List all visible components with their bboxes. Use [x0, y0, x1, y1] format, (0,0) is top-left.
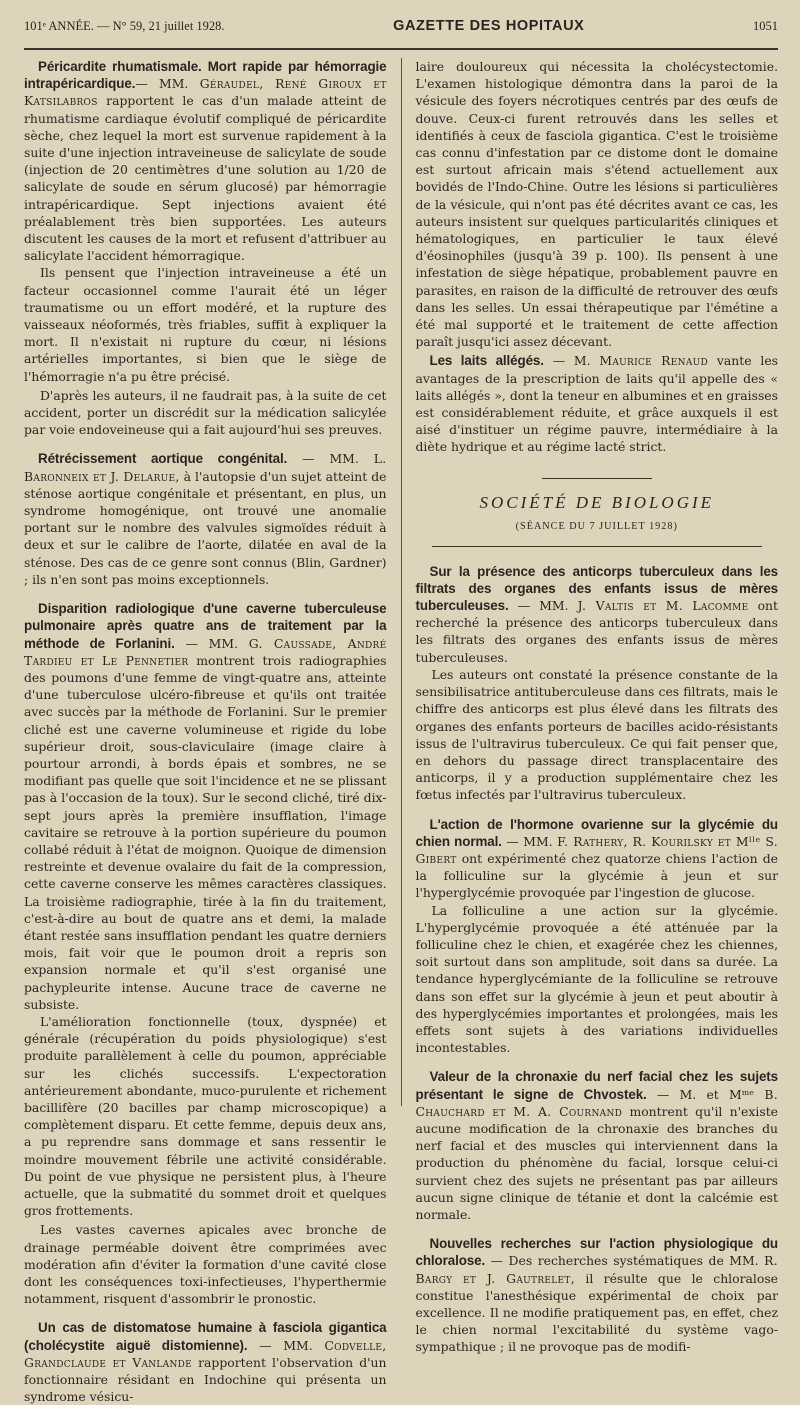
page-number: 1051 — [752, 19, 778, 33]
article-text: rapportent l'observation d'un fonctionnaire résidant en Indochine qui présenta un syndrome vésicu- — [24, 1354, 387, 1405]
article-item — [416, 352, 779, 455]
article-intro: — MM. — [508, 598, 578, 614]
article-item — [416, 816, 779, 1057]
article-text: ont recherché la présence des anticorps tuberculeux dans les filtrats des organes des enfants issus de mères tuberculeuses. — [415, 598, 779, 665]
article-item — [24, 450, 387, 588]
article-authors: F. Rathery, R. Kourilsky et Mˡˡᵉ S. Gibert — [415, 833, 779, 866]
article-item — [24, 58, 387, 438]
session-rule — [432, 546, 762, 547]
article-text: montrent qu'il n'existe aucune modification de la chronaxie des branches du nerf facial et des muscles qui interviennent dans la production du phénomène du facial, lorsque celui-ci survient chez des sujets ne présentant pas par ailleurs aucun signe clinique de tétanie et dont la calcémie est normale. — [415, 1103, 779, 1222]
session-date: (SÉANCE DU 7 JUILLET 1928) — [515, 520, 678, 532]
article-title: Péricardite rhumatismale. Mort rapide par hémorragie intrapéricardique. — [24, 59, 387, 92]
article-paragraph: L'amélioration fonctionnelle (toux, dyspnée) et générale (récupération du poids physiologique) s'est produite parallèlement à celle du poumon, appréciable sur les clichés successifs. L'expectoration antérieurement abondante, muco-purulente et richement bacillifère (20 bacilles par champ microscopique) a complètement disparu. Et cette femme, depuis deux ans, a pu reprendre sans dommage et sans ressentir le moindre mouvement fébrile une activité considérable. Du point de vue physique ne persistent plus, à l'heure actuelle, que la submatité du sommet droit et quelques gros frottements. — [24, 1013, 387, 1219]
article-item — [416, 1235, 779, 1355]
article-item — [24, 1319, 387, 1405]
article-authors: J. Valtis et M. Lacomme — [577, 598, 749, 614]
header-rule — [24, 48, 778, 50]
article-authors: Codvelle, Grandclaude et Vanlande — [24, 1337, 387, 1370]
article-text: ont expérimenté chez quatorze chiens l'action de la folliculine sur la glycémie à jeun et sur l'hyperglycémie provoquée par l'ingestion de glucose. — [415, 850, 779, 901]
article-text: à l'autopsie d'un sujet atteint de sténose aortique congénitale et présentant, en plus, un syndrome homogénique, ont trouvé une anomalie portant sur le nombre des valvules sigmoïdes réduit à deux et sur le calibre de l'aorte, dilatée en aval de la sténose. Des cas de ce genre sont connus (Blin, Gardner) ; ils n'en sont pas moins exceptionnels. — [24, 468, 387, 587]
article-title: Un cas de distomatose humaine à fasciola gigantica (cholécystite aiguë distomienne). — [24, 1320, 387, 1353]
article-item — [24, 600, 387, 1307]
article-intro: — MM. — [135, 76, 200, 92]
article-lead-paragraph — [416, 1068, 779, 1223]
article-authors: Maurice Renaud — [599, 353, 709, 369]
article-title: Rétrécissement aortique congénital. — [38, 451, 288, 467]
article-title: Nouvelles recherches sur l'action physiologique du chloralose. — [415, 1236, 779, 1269]
article-lead-paragraph — [24, 450, 387, 588]
article-intro: — MM. — [174, 635, 249, 651]
article-paragraph: Les vastes cavernes apicales avec bronche de drainage perméable doivent être comprimées avec modération afin d'éviter la formation d'une cavité close dont les conséquences toxi-infectieuses, l'hyperthermie notamment, risquent d'assombrir le pronostic. — [24, 1222, 387, 1307]
article-title: Valeur de la chronaxie du nerf facial chez les sujets présentant le signe de Chvostek. — [415, 1069, 779, 1102]
article-title: Les laits allégés. — [429, 353, 544, 369]
article-paragraph: D'après les auteurs, il ne faudrait pas, à la suite de cet accident, porter un discrédit sur la médication salicylée par voie endoveineuse qui a fait aujourd'hui ses preuves. — [24, 387, 387, 438]
article-intro: — M. — [543, 353, 600, 369]
article-authors: B. Chauchard et M. A. Cournand — [415, 1086, 779, 1119]
society-section-heading — [416, 478, 779, 547]
masthead-title: GAZETTE DES HOPITAUX — [393, 18, 585, 34]
issue-info: 101ᵉ ANNÉE. — N° 59, 21 juillet 1928. — [24, 19, 225, 33]
article-intro: — MM. — [247, 1337, 325, 1353]
article-authors: G. Caussade, André Tardieu et Le Pennetier — [24, 635, 387, 668]
article-authors: Géraudel, René Giroux et Katsilabros — [24, 76, 387, 109]
right-items-after — [416, 563, 779, 1356]
article-text: vante les avantages de la prescription de laits qu'il appelle des « laits allégés », dont la teneur en albumines et en graisses est considérablement réduite, et grâce auxquels il est aisé d'instituer un régime pauvre, intermédiaire à la diète hydrique et au régime lacté strict. — [415, 353, 779, 455]
article-lead-paragraph — [416, 352, 779, 455]
society-title: SOCIÉTÉ DE BIOLOGIE — [479, 492, 715, 512]
article-paragraph: Ils pensent que l'injection intraveineuse a été un facteur occasionnel comme l'aurait été un léger traumatisme ou un effort modéré, et la rupture des vaisseaux néoformés, très friables, suffit à expliquer la mort. Il n'existait ni rupture du cœur, ni lésions artérielles importantes, si bien que le siège de l'hémorragie n'a pu être précisé. — [24, 265, 387, 384]
right-items-before — [416, 352, 779, 455]
article-intro: — MM. — [287, 451, 374, 467]
article-text: montrent trois radiographies des poumons d'une femme de vingt-quatre ans, atteinte d'une tuberculose ulcéro-fibreuse et qu'ils ont traitée avec succès par la méthode de Forlanini. Sur le premier cliché est une caverne volumineuse et rigide du lobe supérieur droit, sous-claviculaire (image claire à pourtour arrondi, à bords épais et sombres, ne se modifiant pas quelle que soit l'incidence et ne se plissant pas à l'occasion de la toux). Sur le second cliché, tiré dix-sept jours après la première insufflation, l'image cavitaire se retrouve à la portion supérieure du poumon collabé réduit à l'état de moignon. Quoique de dimension restreinte et devenue ovalaire du fait de la compression, cette caverne conserve les mêmes caractères classiques. La troisième radiographie, tirée à la fin du traitement, c'est-à-dire au bout de quatre ans et demi, la malade étant restée sans insufflation pendant les quatre derniers mois, fait voir que le poumon droit a repris son expansion normale et qu'il s'est organisé une pachypleurite intense. Aucune trace de caverne ne subsiste. — [24, 652, 387, 1012]
article-title: Disparition radiologique d'une caverne tuberculeuse pulmonaire après quatre ans de traitement par la méthode de Forlanini. — [24, 601, 387, 651]
article-authors: R. Bargy et J. Gautrelet, — [415, 1253, 779, 1286]
article-title: Sur la présence des anticorps tuberculeux dans les filtrats des organes des enfants issus de mères tuberculeuses. — [415, 563, 779, 614]
article-intro: — M. et Mᵐᵉ — [646, 1086, 765, 1102]
article-intro: — MM. — [501, 833, 558, 849]
article-intro: — Des recherches systématiques de MM. — [485, 1253, 765, 1269]
article-title: L'action de l'hormone ovarienne sur la glycémie du chien normal. — [415, 816, 779, 849]
right-column — [415, 58, 779, 1355]
article-lead-paragraph — [416, 563, 779, 666]
text-columns — [24, 58, 779, 1405]
article-text: rapportent le cas d'un malade atteint de rhumatisme cardiaque évolutif compliqué de péricardite sèche, chez lequel la mort est survenue rapidement à la suite d'une injection intraveineuse de salicylate de soude (injection de 20 centimètres d'une solution au 1/20 de salicylate de soude en sérum glucosé) par hémorragie intrapéricardique. Sept injections avaient été préalablement très bien supportées. Les auteurs discutent les causes de la mort et refusent d'attribuer au salicylate l'accident hémorragique. — [24, 93, 387, 264]
left-column — [24, 58, 387, 1405]
article-paragraph: Les auteurs ont constaté la présence constante de la sensibilisatrice antituberculeuse dans ces filtrats, mais le chiffre des anticorps est plus élevé dans les filtrats des organes des enfants porteurs de bacilles acido-résistants issus de l'ultravirus tuberculeux. Ce qui fait penser que, en dehors du passage direct transplacentaire des anticorps, il y a production supplémentaire chez les fœtus infectés par l'ultravirus tuberculeux. — [415, 666, 779, 803]
column-divider — [401, 58, 402, 1106]
article-item — [416, 1068, 779, 1223]
article-lead-paragraph — [24, 600, 387, 1013]
article-item — [416, 563, 779, 804]
article-lead-paragraph — [416, 1235, 779, 1355]
section-ornament-rule — [542, 478, 652, 479]
article-lead-paragraph — [24, 58, 387, 264]
page-header — [24, 18, 778, 42]
article-paragraph: La folliculine a une action sur la glycémie. L'hyperglycémie provoquée a été atténuée par la folliculine chez le chien, et exagérée chez les chiennes, soit surtout dans son amplitude, soit dans sa durée. La tendance hyperglycémiante de la folliculine se retrouve dans son effet sur la glycémie à jeun et peut aboutir à des hyperglycémies importantes et prolongées, mais les effets sont sujets à des variations individuelles incontestables. — [415, 902, 779, 1056]
article-lead-paragraph — [24, 1319, 387, 1405]
article-lead-paragraph — [416, 816, 779, 902]
article-authors: L. Baronneix et J. Delarue, — [24, 451, 387, 484]
article-text: il résulte que le chloralose constitue l'anesthésique expérimental de choix par excellence. Il ne modifie pratiquement pas, en effet, chez le chien normal l'excitabilité du système vago-sympathique ; il ne provoque pas de modifi- — [415, 1270, 779, 1355]
continued-paragraph: laire douloureux qui nécessita la cholécystectomie. L'examen histologique démontra dans la paroi de la vésicule des foyers nécrotiques centrés par des œufs de douve. Ceux-ci furent retrouvés dans les selles et identifiés à ceux de fasciola gigantica. C'est le troisième cas connu d'infestation par ce distome dont le domaine est surtout africain mais s'étend actuellement aux bovidés de l'Indo-Chine. Outre les lésions si particulières de la vésicule, qui n'ont pas été décrites avant ce cas, les auteurs insistent sur quelques particularités cliniques et hématologiques, en particulier le taux élevé d'éosinophiles (jusqu'à 39 p. 100). Ils pensent à une infestation de siège hépatique, probablement pauvre en parasites, en raison de la difficulté de retrouver des œufs dans les selles. Un essai thérapeutique par l'émétine a été mal supporté et le traitement de cette affection paraît jusqu'ici assez décevant. — [415, 59, 779, 350]
